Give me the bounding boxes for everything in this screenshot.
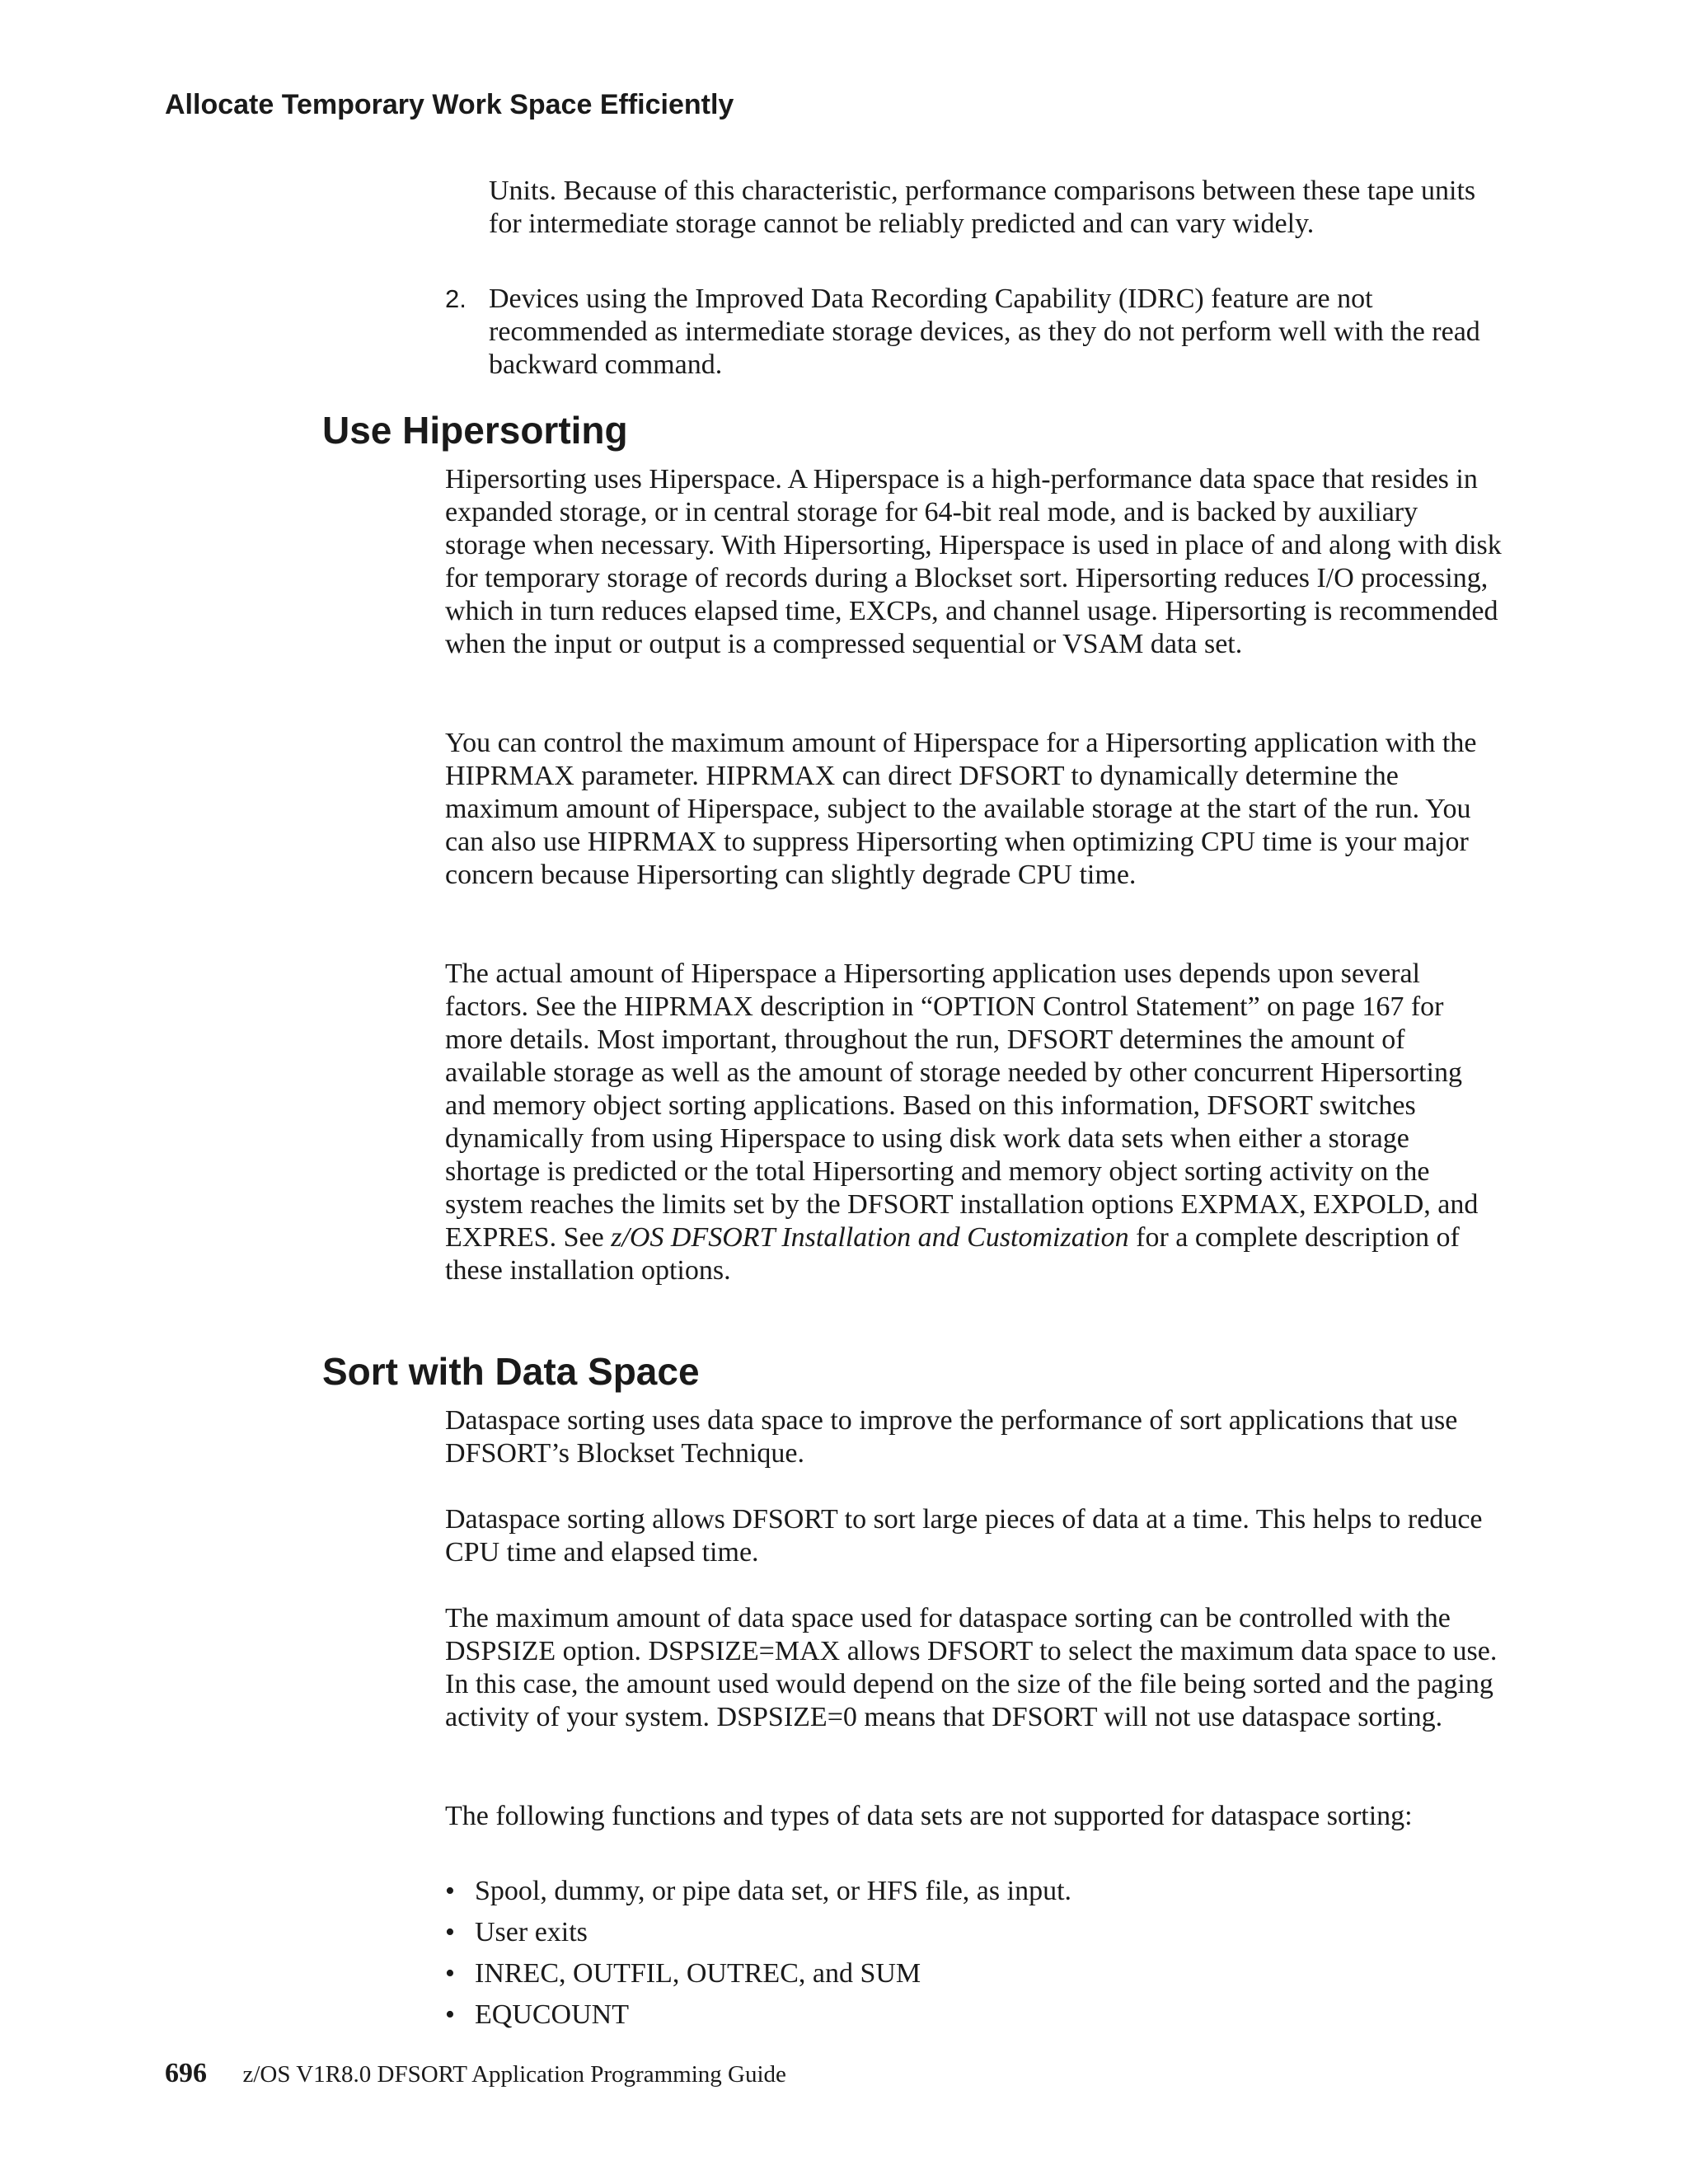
page-number: 696 [165, 2058, 207, 2088]
unsupported-functions-list [445, 1875, 1500, 2040]
dataspace-paragraph-3 [445, 1602, 1504, 1734]
list-item: • INREC, OUTFIL, OUTREC, and SUM [445, 1957, 1500, 1990]
hipersorting-paragraph-2 [445, 727, 1504, 892]
paragraph-text: The following functions and types of data sets are not supported for dataspace sorting: [445, 1801, 1413, 1831]
paragraph-text: Dataspace sorting uses data space to improve the performance of sort applications that use DFSORT’s Blockset Technique. [445, 1405, 1458, 1469]
hipersorting-paragraph-1 [445, 463, 1504, 661]
list-item: • User exits [445, 1916, 1500, 1949]
paragraph-text: The maximum amount of data space used for dataspace sorting can be controlled with the DSPSIZE option. DSPSIZE=MAX allows DFSORT to select the maximum data space to use. In this case, the amount used would depend on the size of the file being sorted and the paging activity of your system. DSPSIZE=0 means that DFSORT will not use dataspace sorting. [445, 1603, 1498, 1732]
paragraph-text: You can control the maximum amount of Hiperspace for a Hipersorting application with the HIPRMAX parameter. HIPRMAX can direct DFSORT to dynamically determine the maximum amount of Hiperspace, subject to the available storage at the start of the run. You can also use HIPRMAX to suppress Hipersorting when optimizing CPU time is your major concern because Hipersorting can slightly degrade CPU time. [445, 728, 1477, 890]
paragraph-text-part: for a complete description of these installation options. [445, 1222, 1460, 1286]
dataspace-paragraph-4 [445, 1800, 1504, 1833]
running-head: Allocate Temporary Work Space Efficiently [165, 89, 734, 120]
page-footer [165, 2057, 786, 2091]
paragraph-text [445, 958, 1504, 1287]
heading-sort-with-data-space: Sort with Data Space [322, 1350, 700, 1393]
paragraph-text: Hipersorting uses Hiperspace. A Hiperspace is a high-performance data space that resides in expanded storage, or in central storage for 64-bit real mode, and is backed by auxiliary storage when necessary. With Hipersorting, Hiperspace is used in place of and along with disk for temporary storage of records during a Blockset sort. Hipersorting reduces I/O processing, which in turn reduces elapsed time, EXCPs, and channel usage. Hipersorting is recommended when the input or output is a compressed sequential or VSAM data set. [445, 464, 1502, 659]
list-item-number: 2. [445, 284, 467, 313]
book-title-reference: z/OS DFSORT Installation and Customization [611, 1222, 1129, 1253]
heading-use-hipersorting: Use Hipersorting [322, 409, 628, 452]
book-title: z/OS V1R8.0 DFSORT Application Programming Guide [242, 2061, 786, 2088]
paragraph-text: Dataspace sorting allows DFSORT to sort large pieces of data at a time. This helps to reduce CPU time and elapsed time. [445, 1504, 1483, 1568]
list-item: • Spool, dummy, or pipe data set, or HFS file, as input. [445, 1875, 1500, 1908]
list-item: • EQUCOUNT [445, 1999, 1500, 2032]
dataspace-paragraph-1 [445, 1404, 1504, 1470]
hipersorting-paragraph-3 [445, 958, 1504, 1287]
paragraph-text-part: The actual amount of Hiperspace a Hipersorting application uses depends upon several factors. See the HIPRMAX description in “OPTION Control Statement” on page 167 for more details. Most important, throughout the run, DFSORT determines the amount of available storage as well as the amount of storage needed by other concurrent Hipersorting and memory object sorting applications. Based on this information, DFSORT switches dynamically from using Hiperspace to using disk work data sets when either a storage shortage is predicted or the total Hipersorting and memory object sorting activity on the system reaches the limits set by the DFSORT installation options EXPMAX, EXPOLD, and EXPRES. See [445, 958, 1479, 1253]
dataspace-paragraph-2 [445, 1503, 1504, 1569]
continuation-paragraph: Units. Because of this characteristic, performance comparisons between these tape units for intermediate storage cannot be reliably predicted and can vary widely. [489, 176, 1476, 239]
list-item-text: Devices using the Improved Data Recording Capability (IDRC) feature are not recommended as intermediate storage devices, as they do not perform well with the read backward command. [489, 284, 1480, 380]
